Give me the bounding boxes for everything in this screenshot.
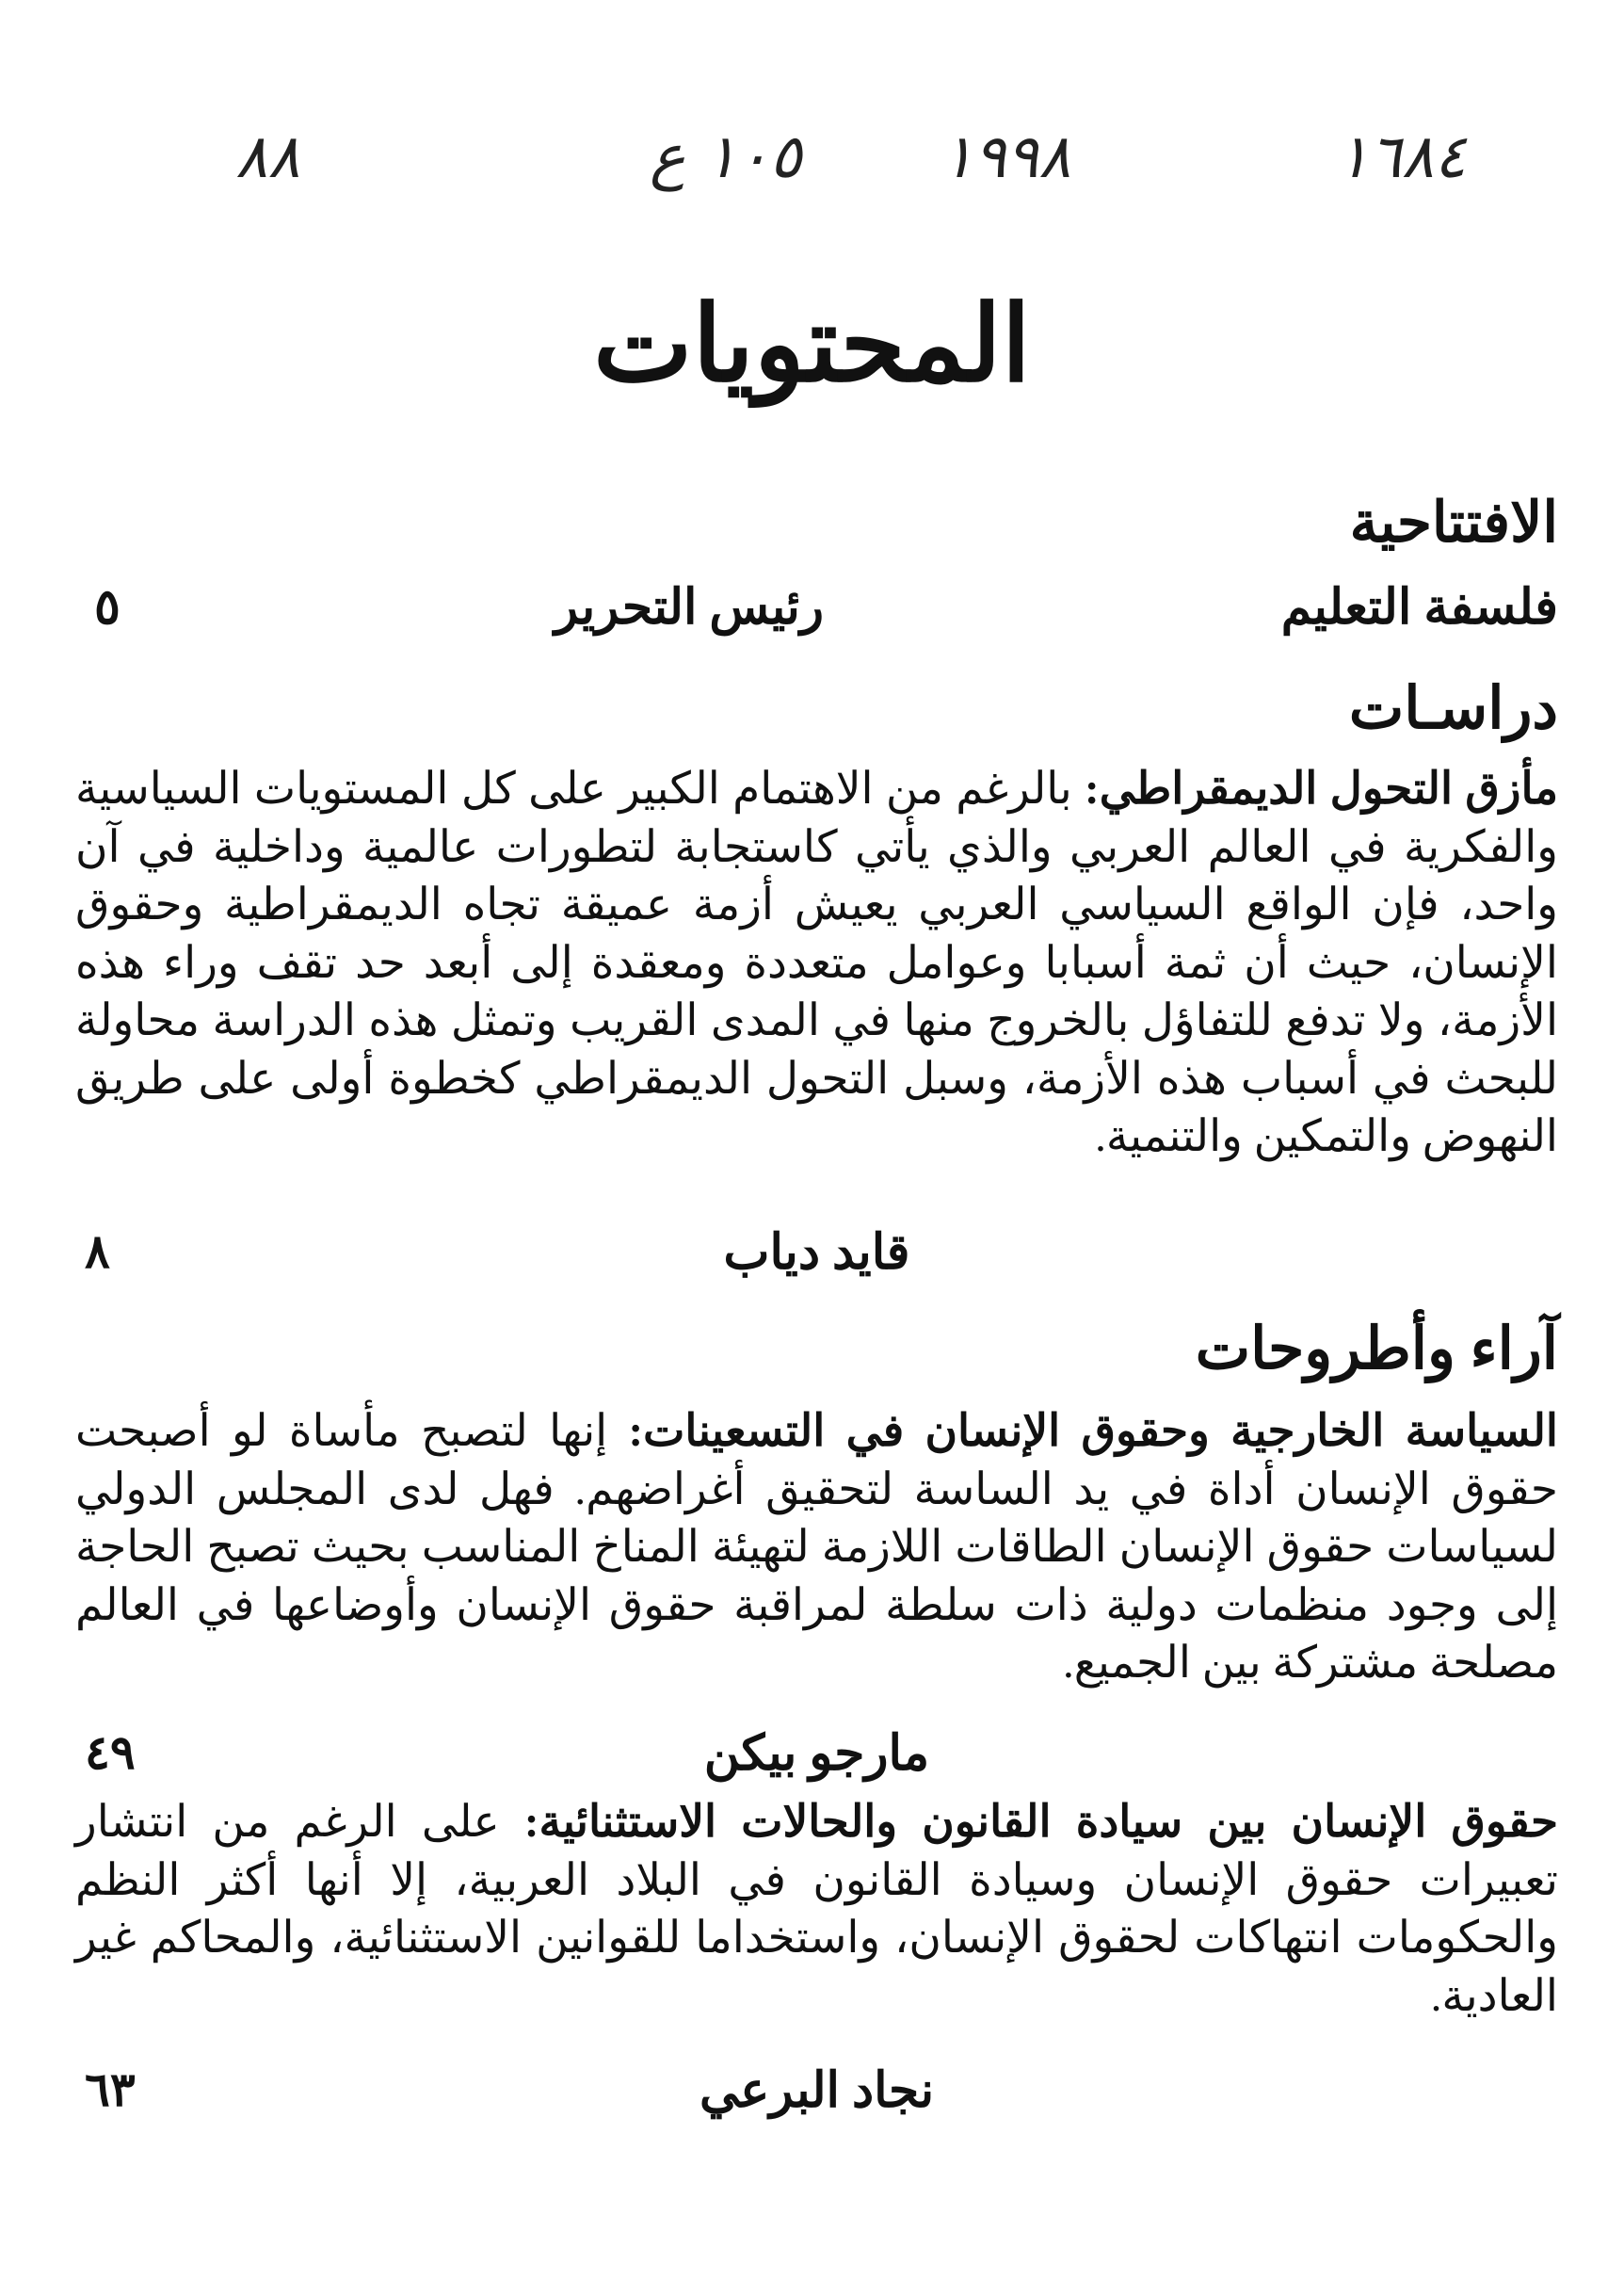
handwritten-note: ٨٨	[235, 122, 300, 192]
abstract-body: على الرغم من انتشار تعبيرات حقوق الإنسان وسيادة القانون في البلاد العربية، إلا أنها أكثر النظم والحكومات انتهاكات لحقوق الإنسان، واستخداما للقوانين الاستثنائية، والمحاكم غير العادية.	[75, 1798, 1558, 2021]
entry-page-number: ٤٩	[85, 1726, 136, 1779]
entry-author: رئيس التحرير	[555, 581, 824, 635]
section-heading-editorial: الافتتاحية	[1349, 492, 1558, 554]
section-heading-opinions: آراء وأطروحات	[1195, 1317, 1558, 1382]
toc-abstract-opinion-1	[75, 1403, 1558, 1693]
abstract-lead: مأزق التحول الديمقراطي:	[1085, 765, 1558, 814]
abstract-lead: السياسة الخارجية وحقوق الإنسان في التسعينات:	[628, 1407, 1558, 1456]
toc-abstract-studies	[75, 761, 1558, 1167]
handwritten-note: ١٠٥ ع	[650, 122, 802, 192]
section-heading-studies: دراسـات	[1348, 677, 1558, 741]
toc-byline-opinion-2	[75, 2062, 1558, 2128]
entry-author: مارجو بيكن	[703, 1727, 930, 1781]
entry-author: قايد دياب	[723, 1226, 910, 1280]
toc-entry-editorial	[75, 579, 1558, 645]
toc-abstract-opinion-2	[75, 1794, 1558, 2026]
abstract-body: بالرغم من الاهتمام الكبير على كل المستويات السياسية والفكرية في العالم العربي والذي يأتي كاستجابة لتطورات عالمية وداخلية في آن واحد، فإن الواقع السياسي العربي يعيش أزمة عميقة تجاه الديمقراطية وحقوق الإنسان، حيث أن ثمة أسبابا وعوامل متعددة ومعقدة إلى أبعد حد تقف وراء هذه الأزمة، ولا تدفع للتفاؤل بالخروج منها في المدى القريب وتمثل هذه الدراسة محاولة للبحث في أسباب هذه الأزمة، وسبل التحول الديمقراطي كخطوة أولى على طريق النهوض والتمكين والتنمية.	[75, 765, 1558, 1161]
abstract-body: إنها لتصبح مأساة لو أصبحت حقوق الإنسان أداة في يد الساسة لتحقيق أغراضهم. فهل لدى المجلس الدولي لسياسات حقوق الإنسان الطاقات اللازمة لتهيئة المناخ المناسب بحيث تصبح الحاجة إلى وجود منظمات دولية ذات سلطة لمراقبة حقوق الإنسان وأوضاعها في العالم مصلحة مشتركة بين الجميع.	[75, 1407, 1558, 1688]
handwritten-note: ١٦٨٤	[1337, 122, 1467, 192]
entry-title: فلسفة التعليم	[1280, 581, 1558, 635]
entry-page-number: ٨	[85, 1225, 110, 1278]
handwritten-note: ١٩٩٨	[941, 122, 1071, 192]
entry-page-number: ٥	[94, 581, 121, 635]
entry-page-number: ٦٣	[85, 2063, 136, 2116]
entry-author: نجاد البرعي	[699, 2064, 935, 2118]
toc-byline-studies	[75, 1224, 1558, 1290]
toc-byline-opinion-1	[75, 1725, 1558, 1791]
abstract-lead: حقوق الإنسان بين سيادة القانون والحالات الاستثنائية:	[523, 1798, 1559, 1847]
page-title: المحتويات	[593, 283, 1031, 406]
